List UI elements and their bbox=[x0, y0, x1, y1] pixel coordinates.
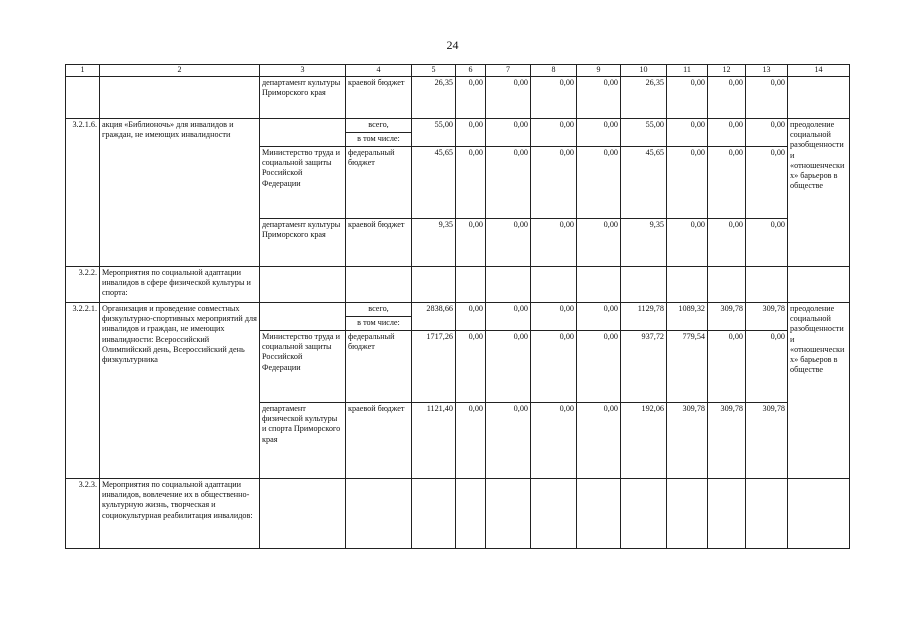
value-cell: 55,00 bbox=[412, 119, 456, 147]
value-cell bbox=[531, 479, 577, 549]
goal-cell: преодоление социальной разобщенности и «отношенческих» барьеров в обществе bbox=[788, 303, 850, 479]
value-cell bbox=[708, 479, 746, 549]
page-number: 24 bbox=[446, 38, 459, 52]
value-cell: 0,00 bbox=[486, 77, 531, 119]
source-cell: федеральный бюджет bbox=[346, 331, 412, 403]
value-cell: 55,00 bbox=[621, 119, 667, 147]
source-cell: федеральный бюджет bbox=[346, 147, 412, 219]
value-cell bbox=[746, 479, 788, 549]
value-cell: 0,00 bbox=[456, 119, 486, 147]
header-cell: 11 bbox=[667, 65, 708, 77]
table-row bbox=[66, 267, 850, 303]
header-cell: 14 bbox=[788, 65, 850, 77]
header-cell: 6 bbox=[456, 65, 486, 77]
value-cell: 0,00 bbox=[486, 403, 531, 479]
value-cell: 309,78 bbox=[667, 403, 708, 479]
header-cell: 9 bbox=[577, 65, 621, 77]
name-cell: акция «Библионочь» для инвалидов и граждан, не имеющих инвалидности bbox=[100, 119, 260, 267]
goal-cell: преодоление социальной разобщенности и «отношенческих» барьеров в обществе bbox=[788, 119, 850, 267]
header-cell: 8 bbox=[531, 65, 577, 77]
value-cell: 0,00 bbox=[577, 77, 621, 119]
value-cell: 0,00 bbox=[531, 219, 577, 267]
value-cell: 0,00 bbox=[746, 147, 788, 219]
value-cell: 1129,78 bbox=[621, 303, 667, 331]
source-cell: краевой бюджет bbox=[346, 403, 412, 479]
value-cell bbox=[456, 267, 486, 303]
value-cell: 0,00 bbox=[577, 303, 621, 331]
value-cell: 0,00 bbox=[746, 331, 788, 403]
value-cell: 0,00 bbox=[456, 403, 486, 479]
code-cell: 3.2.1.6. bbox=[66, 119, 100, 267]
value-cell: 0,00 bbox=[486, 331, 531, 403]
value-cell: 0,00 bbox=[667, 147, 708, 219]
value-cell: 0,00 bbox=[531, 331, 577, 403]
table-row bbox=[66, 119, 850, 133]
value-cell: 9,35 bbox=[412, 219, 456, 267]
value-cell bbox=[621, 479, 667, 549]
value-cell: 0,00 bbox=[456, 219, 486, 267]
table-row bbox=[66, 303, 850, 317]
value-cell: 0,00 bbox=[456, 77, 486, 119]
source-cell: краевой бюджет bbox=[346, 219, 412, 267]
value-cell: 0,00 bbox=[456, 331, 486, 403]
incl-cell: в том числе: bbox=[346, 133, 412, 147]
value-cell: 45,65 bbox=[412, 147, 456, 219]
goal-cell bbox=[788, 77, 850, 119]
value-cell: 0,00 bbox=[708, 119, 746, 147]
source-cell bbox=[346, 479, 412, 549]
value-cell: 0,00 bbox=[531, 119, 577, 147]
value-cell bbox=[486, 479, 531, 549]
header-row bbox=[66, 65, 850, 77]
value-cell bbox=[667, 267, 708, 303]
code-cell bbox=[66, 77, 100, 119]
value-cell: 0,00 bbox=[746, 219, 788, 267]
header-cell: 4 bbox=[346, 65, 412, 77]
executor-cell bbox=[260, 479, 346, 549]
value-cell: 2838,66 bbox=[412, 303, 456, 331]
source-cell: всего, bbox=[346, 303, 412, 317]
executor-cell: департамент культуры Приморского края bbox=[260, 77, 346, 119]
value-cell: 0,00 bbox=[708, 147, 746, 219]
value-cell bbox=[708, 267, 746, 303]
value-cell: 309,78 bbox=[708, 403, 746, 479]
value-cell: 9,35 bbox=[621, 219, 667, 267]
source-cell: всего, bbox=[346, 119, 412, 133]
value-cell: 0,00 bbox=[708, 331, 746, 403]
header-cell: 7 bbox=[486, 65, 531, 77]
header-cell: 5 bbox=[412, 65, 456, 77]
table-row bbox=[66, 77, 850, 119]
value-cell: 0,00 bbox=[746, 77, 788, 119]
value-cell: 26,35 bbox=[412, 77, 456, 119]
header-cell: 1 bbox=[66, 65, 100, 77]
value-cell bbox=[577, 479, 621, 549]
goal-cell bbox=[788, 267, 850, 303]
executor-cell bbox=[260, 303, 346, 331]
value-cell: 45,65 bbox=[621, 147, 667, 219]
executor-cell: Министерство труда и социальной защиты Российской Федерации bbox=[260, 331, 346, 403]
program-table bbox=[65, 64, 850, 549]
value-cell: 26,35 bbox=[621, 77, 667, 119]
value-cell: 779,54 bbox=[667, 331, 708, 403]
header-cell: 3 bbox=[260, 65, 346, 77]
executor-cell: департамент физической культуры и спорта Приморского края bbox=[260, 403, 346, 479]
name-cell: Мероприятия по социальной адаптации инвалидов в сфере физической культуры и спорта: bbox=[100, 267, 260, 303]
value-cell: 309,78 bbox=[746, 403, 788, 479]
value-cell: 309,78 bbox=[708, 303, 746, 331]
value-cell: 0,00 bbox=[667, 77, 708, 119]
value-cell: 1717,26 bbox=[412, 331, 456, 403]
value-cell: 0,00 bbox=[531, 303, 577, 331]
value-cell: 192,06 bbox=[621, 403, 667, 479]
value-cell: 0,00 bbox=[667, 219, 708, 267]
header-cell: 13 bbox=[746, 65, 788, 77]
executor-cell bbox=[260, 119, 346, 147]
code-cell: 3.2.2. bbox=[66, 267, 100, 303]
code-cell: 3.2.3. bbox=[66, 479, 100, 549]
header-cell: 10 bbox=[621, 65, 667, 77]
value-cell: 0,00 bbox=[531, 147, 577, 219]
value-cell: 1089,32 bbox=[667, 303, 708, 331]
incl-cell: в том числе: bbox=[346, 317, 412, 331]
value-cell: 0,00 bbox=[577, 403, 621, 479]
value-cell: 0,00 bbox=[531, 403, 577, 479]
header-cell: 2 bbox=[100, 65, 260, 77]
value-cell: 0,00 bbox=[456, 303, 486, 331]
header-cell: 12 bbox=[708, 65, 746, 77]
value-cell: 309,78 bbox=[746, 303, 788, 331]
value-cell bbox=[456, 479, 486, 549]
value-cell: 0,00 bbox=[708, 219, 746, 267]
code-cell: 3.2.2.1. bbox=[66, 303, 100, 479]
executor-cell bbox=[260, 267, 346, 303]
value-cell: 0,00 bbox=[486, 147, 531, 219]
table-row bbox=[66, 479, 850, 549]
goal-cell bbox=[788, 479, 850, 549]
value-cell: 0,00 bbox=[577, 219, 621, 267]
value-cell: 937,72 bbox=[621, 331, 667, 403]
executor-cell: Министерство труда и социальной защиты Российской Федерации bbox=[260, 147, 346, 219]
value-cell: 0,00 bbox=[456, 147, 486, 219]
name-cell: Мероприятия по социальной адаптации инвалидов, вовлечение их в общественно-культурную жизнь, творческая и социокультурная реабилитация инвалидов: bbox=[100, 479, 260, 549]
value-cell: 0,00 bbox=[577, 331, 621, 403]
value-cell: 0,00 bbox=[577, 147, 621, 219]
value-cell: 0,00 bbox=[577, 119, 621, 147]
value-cell: 0,00 bbox=[667, 119, 708, 147]
value-cell: 0,00 bbox=[746, 119, 788, 147]
name-cell: Организация и проведение совместных физкультурно-спортивных мероприятий для инвалидов и граждан, не имеющих инвалидности: Всероссийский Олимпийский день, Всероссийский день физкультурника bbox=[100, 303, 260, 479]
value-cell bbox=[412, 267, 456, 303]
value-cell: 0,00 bbox=[486, 303, 531, 331]
value-cell: 1121,40 bbox=[412, 403, 456, 479]
value-cell: 0,00 bbox=[486, 219, 531, 267]
value-cell bbox=[577, 267, 621, 303]
name-cell bbox=[100, 77, 260, 119]
value-cell bbox=[412, 479, 456, 549]
executor-cell: департамент культуры Приморского края bbox=[260, 219, 346, 267]
value-cell bbox=[746, 267, 788, 303]
value-cell: 0,00 bbox=[531, 77, 577, 119]
value-cell bbox=[486, 267, 531, 303]
source-cell bbox=[346, 267, 412, 303]
source-cell: краевой бюджет bbox=[346, 77, 412, 119]
value-cell: 0,00 bbox=[486, 119, 531, 147]
value-cell bbox=[531, 267, 577, 303]
value-cell bbox=[621, 267, 667, 303]
value-cell: 0,00 bbox=[708, 77, 746, 119]
value-cell bbox=[667, 479, 708, 549]
